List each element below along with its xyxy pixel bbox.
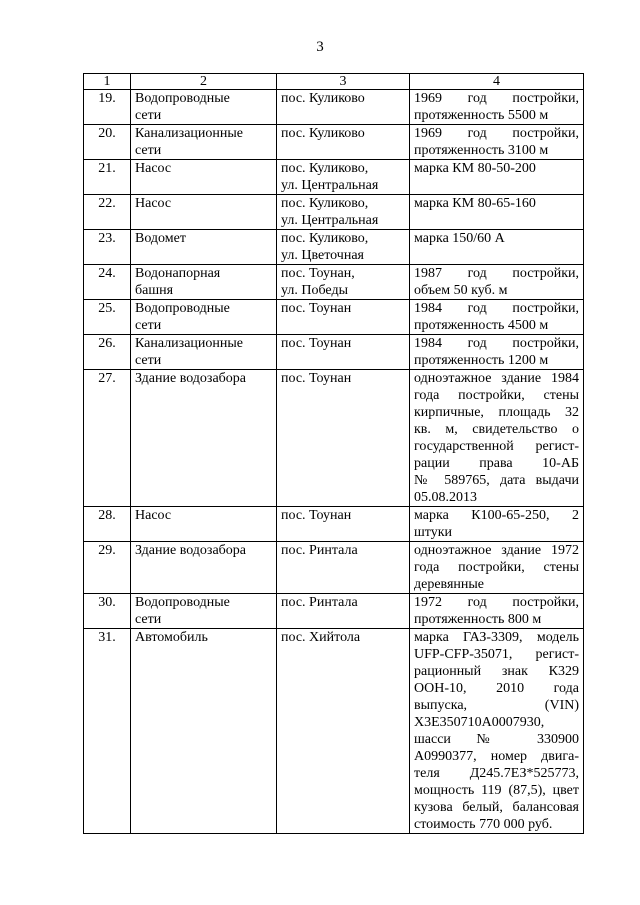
description-cell — [410, 335, 584, 370]
description-line: UFP-CFP-35071, регист- — [414, 647, 579, 662]
description-cell — [410, 594, 584, 629]
location-cell — [277, 594, 410, 629]
object-name-cell — [131, 90, 277, 125]
row-number-cell: 30. — [84, 594, 131, 629]
row-number-cell: 24. — [84, 265, 131, 300]
object-name-cell — [131, 335, 277, 370]
description-cell — [410, 629, 584, 834]
table-row — [84, 160, 584, 195]
description-cell — [410, 370, 584, 507]
description-line: марка КМ 80-65-160 — [414, 196, 536, 211]
object-name-cell — [131, 195, 277, 230]
object-name-line: сети — [135, 143, 162, 158]
description-line: года постройки, стены — [414, 388, 579, 403]
table-row — [84, 265, 584, 300]
object-name-cell — [131, 542, 277, 594]
description-line: государственной регист- — [414, 439, 579, 454]
location-cell — [277, 335, 410, 370]
description-line: 05.08.2013 — [414, 490, 477, 505]
description-line: 1969 год постройки, — [414, 91, 579, 106]
description-cell — [410, 195, 584, 230]
object-name-cell — [131, 629, 277, 834]
row-number-cell: 19. — [84, 90, 131, 125]
table-row — [84, 542, 584, 594]
location-line: пос. Куликово, — [281, 231, 369, 246]
description-line: рации права 10-АБ — [414, 456, 579, 471]
row-number-cell: 28. — [84, 507, 131, 542]
table-row — [84, 125, 584, 160]
row-number-cell: 27. — [84, 370, 131, 507]
description-line: X3E350710A0007930, — [414, 715, 545, 730]
location-line: ул. Цветочная — [281, 248, 364, 263]
object-name-cell — [131, 370, 277, 507]
object-name-line: Канализационные — [135, 126, 244, 141]
object-name-line: башня — [135, 283, 174, 298]
description-line: шасси № 330900 — [414, 732, 579, 747]
location-line: пос. Куликово — [281, 91, 365, 106]
row-number-cell: 26. — [84, 335, 131, 370]
location-line: ул. Центральная — [281, 213, 379, 228]
location-line: пос. Ринтала — [281, 595, 358, 610]
table-row — [84, 594, 584, 629]
column-header-number: 1 — [84, 74, 131, 90]
description-line: марка ГАЗ-3309, модель — [414, 630, 579, 645]
table-row — [84, 300, 584, 335]
description-line: стоимость 770 000 руб. — [414, 817, 553, 832]
location-line: пос. Ринтала — [281, 543, 358, 558]
description-line: 1984 год постройки, — [414, 336, 579, 351]
description-line: кирпичные, площадь 32 — [414, 405, 579, 420]
object-name-cell — [131, 230, 277, 265]
location-line: пос. Хийтола — [281, 630, 361, 645]
location-cell — [277, 125, 410, 160]
description-cell — [410, 230, 584, 265]
location-cell — [277, 160, 410, 195]
column-header-description: 4 — [410, 74, 584, 90]
description-line: 1969 год постройки, — [414, 126, 579, 141]
description-line: протяженность 4500 м — [414, 318, 549, 333]
table-body — [84, 90, 584, 834]
description-line: марка К100-65-250, 2 — [414, 508, 579, 523]
description-cell — [410, 507, 584, 542]
description-line: № 589765, дата выдачи — [414, 473, 579, 488]
description-line: кузова белый, балансовая — [414, 800, 579, 815]
object-name-cell — [131, 594, 277, 629]
object-name-cell — [131, 507, 277, 542]
description-line: 1972 год постройки, — [414, 595, 579, 610]
row-number-cell: 20. — [84, 125, 131, 160]
description-line: выпуска, (VIN) — [414, 698, 579, 713]
description-line: 1984 год постройки, — [414, 301, 579, 316]
object-name-line: Насос — [135, 508, 172, 523]
location-line: пос. Тоунан — [281, 508, 352, 523]
description-line: деревянные — [414, 577, 485, 592]
location-line: пос. Тоунан — [281, 371, 352, 386]
location-cell — [277, 195, 410, 230]
location-cell — [277, 90, 410, 125]
description-line: одноэтажное здание 1972 — [414, 543, 579, 558]
description-line: марка 150/60 А — [414, 231, 505, 246]
object-name-line: Водонапорная — [135, 266, 221, 281]
location-cell — [277, 300, 410, 335]
description-line: протяженность 3100 м — [414, 143, 549, 158]
location-line: пос. Куликово, — [281, 196, 369, 211]
location-line: пос. Тоунан, — [281, 266, 355, 281]
object-name-line: Водопроводные — [135, 301, 230, 316]
table-row — [84, 629, 584, 834]
object-name-line: Канализационные — [135, 336, 244, 351]
description-line: кв. м, свидетельство о — [414, 422, 579, 437]
object-name-cell — [131, 265, 277, 300]
table-row — [84, 230, 584, 265]
description-line: 1987 год постройки, — [414, 266, 579, 281]
location-cell — [277, 542, 410, 594]
object-name-cell — [131, 160, 277, 195]
table-row — [84, 90, 584, 125]
table-header-row — [84, 74, 584, 90]
description-line: протяженность 5500 м — [414, 108, 549, 123]
description-line: теля Д245.7ЕЗ*525773, — [414, 766, 579, 781]
description-cell — [410, 125, 584, 160]
object-name-line: Водопроводные — [135, 91, 230, 106]
location-cell — [277, 230, 410, 265]
description-cell — [410, 265, 584, 300]
row-number-cell: 23. — [84, 230, 131, 265]
description-line: рационный знак К329 — [414, 664, 579, 679]
description-cell — [410, 542, 584, 594]
description-cell — [410, 90, 584, 125]
description-line: объем 50 куб. м — [414, 283, 508, 298]
location-line: пос. Куликово, — [281, 161, 369, 176]
row-number-cell: 21. — [84, 160, 131, 195]
object-name-line: Водопроводные — [135, 595, 230, 610]
location-cell — [277, 370, 410, 507]
description-cell — [410, 300, 584, 335]
description-line: года постройки, стены — [414, 560, 579, 575]
object-name-line: сети — [135, 612, 162, 627]
object-name-line: Насос — [135, 161, 172, 176]
description-line: А0990377, номер двига- — [414, 749, 579, 764]
object-name-line: сети — [135, 353, 162, 368]
object-name-line: Здание водозабора — [135, 543, 247, 558]
description-line: марка КМ 80-50-200 — [414, 161, 536, 176]
object-name-cell — [131, 300, 277, 335]
row-number-cell: 29. — [84, 542, 131, 594]
location-line: ул. Центральная — [281, 178, 379, 193]
row-number-cell: 25. — [84, 300, 131, 335]
page-number: 3 — [316, 39, 324, 55]
location-cell — [277, 507, 410, 542]
table-row — [84, 507, 584, 542]
object-name-line: сети — [135, 108, 162, 123]
object-name-line: Водомет — [135, 231, 186, 246]
location-line: пос. Куликово — [281, 126, 365, 141]
table-row — [84, 195, 584, 230]
location-line: пос. Тоунан — [281, 301, 352, 316]
column-header-location: 3 — [277, 74, 410, 90]
object-name-line: сети — [135, 318, 162, 333]
table-row — [84, 370, 584, 507]
description-line: протяженность 1200 м — [414, 353, 549, 368]
location-line: ул. Победы — [281, 283, 348, 298]
description-line: мощность 119 (87,5), цвет — [414, 783, 579, 798]
description-line: штуки — [414, 525, 453, 540]
location-line: пос. Тоунан — [281, 336, 352, 351]
table-row — [84, 335, 584, 370]
row-number-cell: 22. — [84, 195, 131, 230]
description-line: одноэтажное здание 1984 — [414, 371, 579, 386]
description-line: ООН-10, 2010 года — [414, 681, 579, 696]
object-name-line: Здание водозабора — [135, 371, 247, 386]
location-cell — [277, 629, 410, 834]
location-cell — [277, 265, 410, 300]
object-name-cell — [131, 125, 277, 160]
row-number-cell: 31. — [84, 629, 131, 834]
description-line: протяженность 800 м — [414, 612, 542, 627]
object-name-line: Автомобиль — [135, 630, 208, 645]
description-cell — [410, 160, 584, 195]
object-name-line: Насос — [135, 196, 172, 211]
property-table — [83, 73, 584, 834]
column-header-name: 2 — [131, 74, 277, 90]
